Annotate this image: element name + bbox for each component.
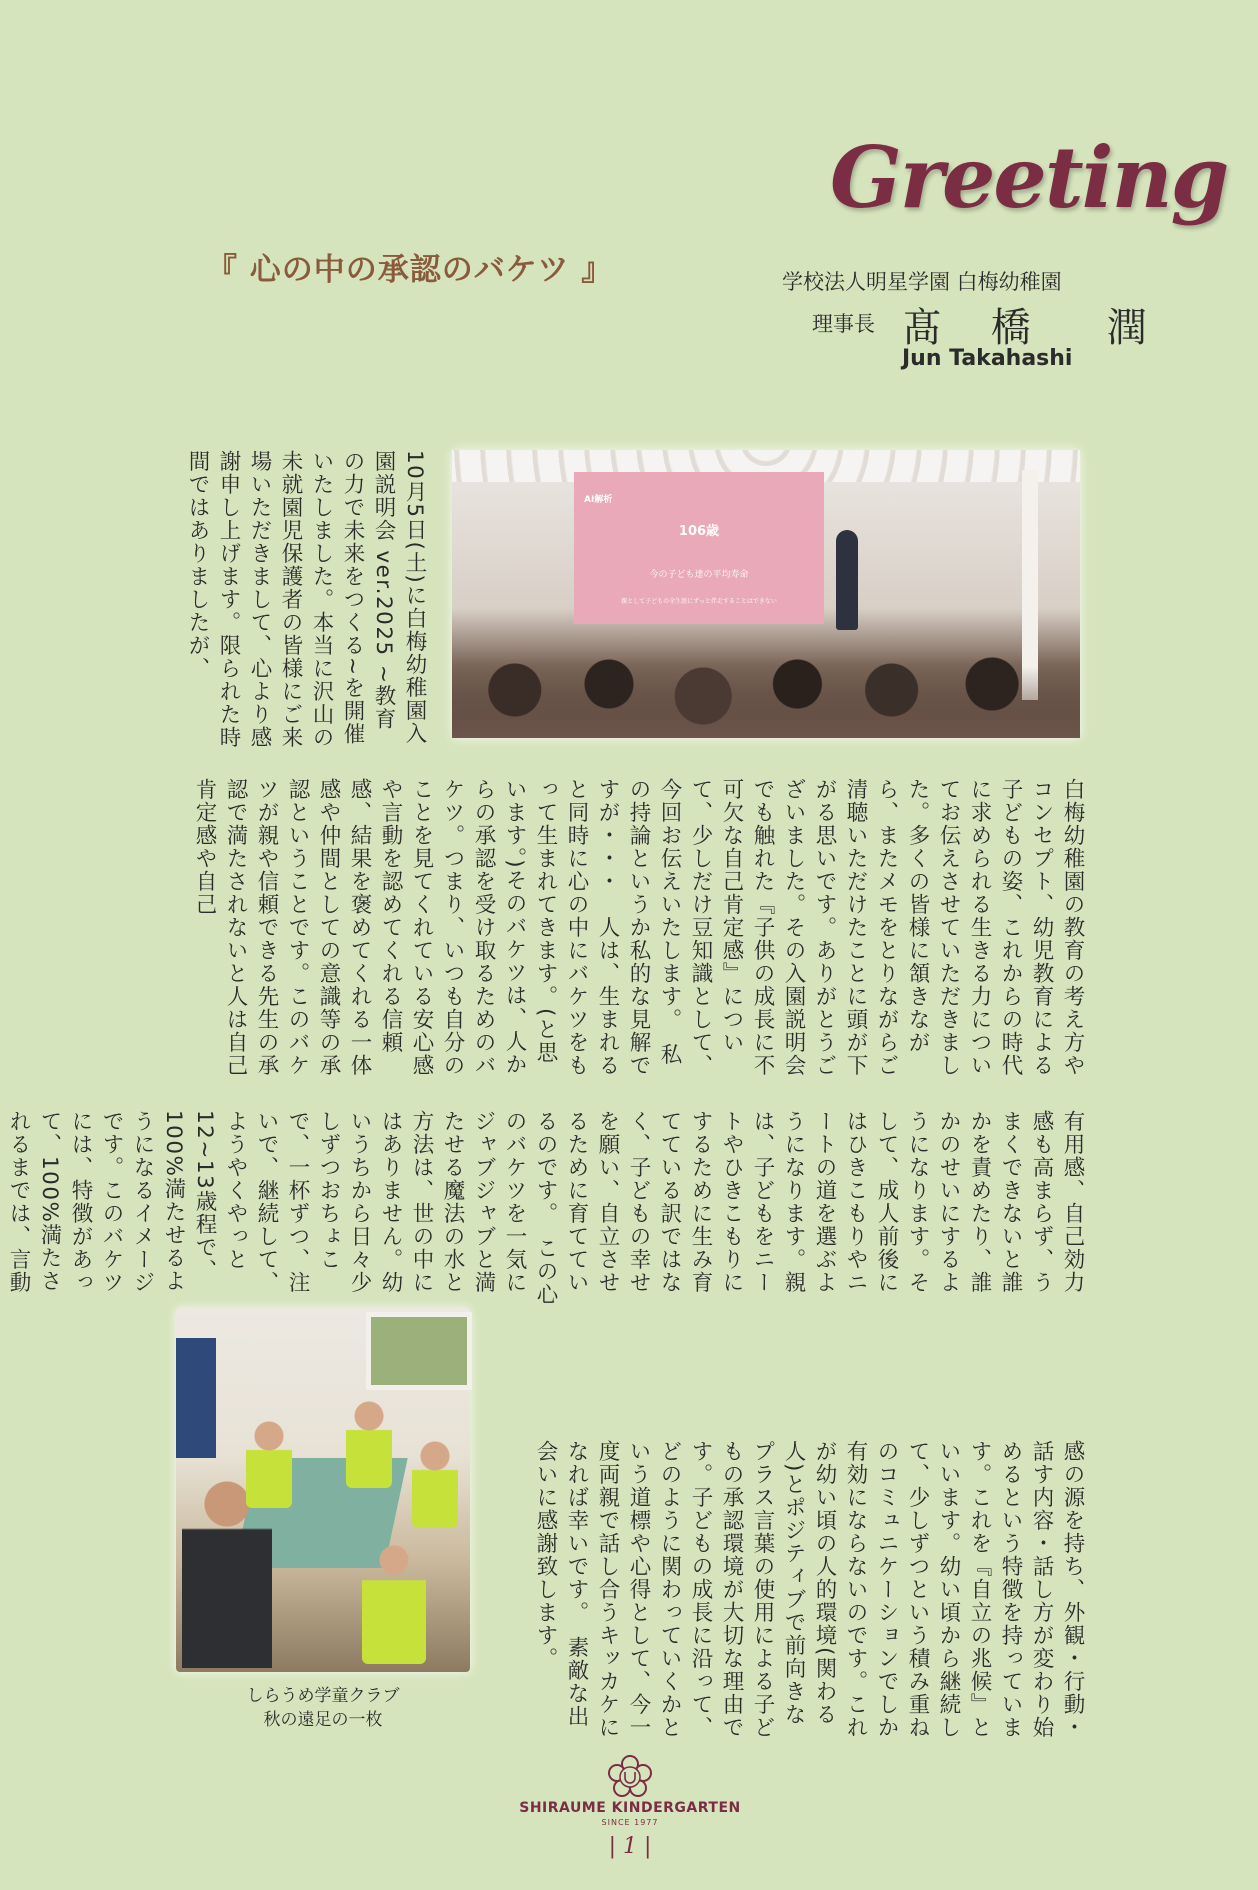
screen-tag: AI解析 (584, 495, 613, 505)
excursion-photo (176, 1308, 470, 1672)
logo-wordmark: SHIRAUME KINDERGARTEN (519, 1800, 741, 1816)
author-name: 髙 橋 潤 (902, 305, 1165, 351)
body-column-3: 感の源を持ち、外観・行動・話す内容・話し方が変わり始めるという特徴を持っています。これを『自立の兆候』といいます。幼い頃から継続して、少しずつという積み重ねのコミュニケーションでしか有効にならないのです。これが幼い頃の人的環境(関わる人)とポジティブで前向きなプラス言葉の使用による子どもの承認環境が大切な理由です。子どもの成長に沿って、どのように関わっていくかという道標や心得として、今一度両親で話し合うキッカケになれば幸いです。 素敵な出会いに感謝致します。 (533, 1440, 1085, 1739)
intro-text: 10月5日(土)に白梅幼稚園入園説明会 ver.2025 ~教育の力で未来をつくる~を開催いたしました。本当に沢山の未就園児保護者の皆様にご来場いただきまして、心より感謝申し上げます。限られた時間ではありましたが、 (185, 450, 427, 749)
caption-line-1: しらうめ学童クラブ (246, 1686, 400, 1706)
speaker-figure (836, 530, 858, 630)
author-role: 理事長 (812, 312, 875, 336)
article-title: 『 心の中の承認のバケツ 』 (206, 252, 614, 288)
screen-small-text: 親として子どもの全生涯にずっと伴走することはできない (621, 598, 777, 605)
body-column-1: 白梅幼稚園の教育の考え方やコンセプト、幼児教育による子どもの姿、これからの時代に求められる生きる力についてお伝えさせていただきました。多くの皆様に頷きながら、またメモをとりながらご清聴いただけたことに頭が下がる思いです。ありがとうございました。その入園説明会でも触れた『子供の成長に不可欠な自己肯定感』について、少しだけ豆知識として、今回お伝えいたします。 私の持論というか私的な見解ですが・・・ 人は、生まれると同時に心の中にバケツをもって生まれてきます。(と思います。)そのバケツは、人からの承認を受け取るためのバケツ。つまり、いつも自分のことを見てくれている安心感や言動を認めてくれる信頼感、結果を褒めてくれる一体感や仲間としての意識等の承認ということです。このバケツが親や信頼できる先生の承認で満たされないと人は自己肯定感や自己 (192, 778, 1085, 1077)
seminar-photo (452, 450, 1080, 738)
body-column-2: 有用感、自己効力感も高まらず、うまくできないと誰かを責めたり、誰かのせいにするようになります。そして、成人前後にはひきこもりやニートの道を選ぶようになります。親は、子どもをニートやひきこもりにするために生み育てている訳ではなく、子どもの幸せを願い、自立させるために育てているのです。 この心のバケツを一気にジャブジャブと満たせる魔法の水と方法は、世の中にはありません。幼いうちから日々少しずつおちょこで、一杯ずつ、注いで、継続して、ようやくやっと12~13歳程で、100%満たせるようになるイメージです。このバケツには、特徴があって、100%満たされるまでは、言動 (6, 1110, 1085, 1307)
screen-headline: 106歳 (678, 524, 720, 539)
classroom-board (176, 1338, 216, 1458)
photo-caption (176, 1684, 470, 1732)
logo-since: SINCE 1977 (601, 1818, 659, 1827)
child-figure (346, 1398, 392, 1488)
author-name-romaji: Jun Takahashi (902, 346, 1073, 371)
organization-name: 学校法人明星学園 白梅幼稚園 (782, 270, 1062, 294)
screen-subtitle: 今の子ども達の平均寿命 (649, 570, 749, 580)
child-figure (246, 1418, 292, 1508)
audience (452, 618, 1080, 738)
caption-line-2: 秋の遠足の一枚 (263, 1710, 383, 1730)
classroom-window (366, 1312, 472, 1390)
plum-blossom-logo-icon (607, 1755, 653, 1799)
child-figure (412, 1438, 458, 1528)
greeting-heading: Greeting (830, 128, 1228, 227)
child-figure (362, 1534, 426, 1664)
page-number: | 1 | (608, 1834, 652, 1859)
projector-screen (574, 472, 824, 624)
